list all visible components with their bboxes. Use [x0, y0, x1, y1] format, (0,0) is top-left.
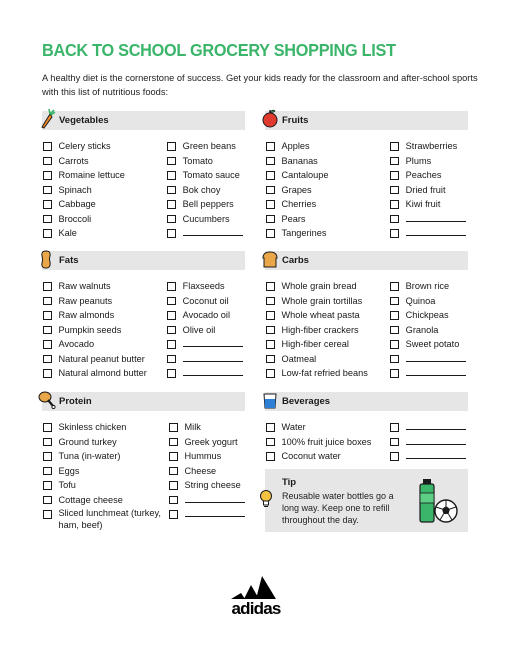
checkbox[interactable]: [167, 326, 176, 335]
item-label: Cottage cheese: [58, 494, 123, 505]
list-item: [389, 183, 468, 198]
section-label: Fats: [59, 255, 79, 266]
list-item: [389, 366, 468, 381]
item-label: Whole grain bread: [281, 281, 357, 291]
item-label: Olive oil: [182, 324, 216, 335]
section-fats: [42, 251, 245, 381]
list-item: [166, 323, 245, 338]
checkbox[interactable]: [43, 340, 52, 349]
checkbox[interactable]: [167, 297, 176, 306]
checkbox[interactable]: [43, 369, 52, 378]
list-item: [168, 435, 245, 450]
checkbox[interactable]: [390, 340, 399, 349]
list-item: [42, 366, 166, 381]
checkbox[interactable]: [43, 467, 52, 476]
checkbox[interactable]: [266, 157, 275, 166]
checkbox[interactable]: [266, 142, 275, 151]
item-label: 100% fruit juice boxes: [281, 436, 372, 447]
blank-write-in-line[interactable]: [185, 493, 245, 503]
tip-box: [265, 469, 468, 532]
item-label: Greek yogurt: [184, 436, 238, 447]
adidas-three-stripes-icon: [228, 573, 284, 599]
water-glass-icon: [260, 389, 280, 411]
blank-write-in-line[interactable]: [406, 420, 466, 430]
checkbox[interactable]: [167, 282, 176, 291]
checkbox[interactable]: [169, 438, 178, 447]
item-label: Raw peanuts: [58, 295, 113, 306]
list-item: [265, 279, 389, 294]
intro-text: A healthy diet is the cornerstone of success. Get your kids ready for the classroom and after-school sports with this list of nutritious foods:: [42, 73, 478, 97]
list-item: [42, 420, 168, 435]
checkbox[interactable]: [167, 157, 176, 166]
list-item: [166, 279, 245, 294]
checkbox[interactable]: [167, 215, 176, 224]
checkbox[interactable]: [43, 186, 52, 195]
list-item: [42, 168, 166, 183]
list-item: [42, 435, 168, 450]
checkbox[interactable]: [167, 340, 176, 349]
list-item: [42, 478, 168, 493]
checkbox[interactable]: [266, 186, 275, 195]
checkbox[interactable]: [43, 297, 52, 306]
list-item: [166, 139, 245, 154]
list-item: [166, 226, 245, 241]
checkbox[interactable]: [169, 481, 178, 490]
checkbox[interactable]: [43, 215, 52, 224]
blank-write-in-line[interactable]: [183, 366, 243, 376]
item-label: Avocado oil: [182, 310, 231, 320]
checkbox[interactable]: [43, 142, 52, 151]
apple-icon: [260, 108, 280, 130]
item-label: Peaches: [405, 170, 442, 180]
item-label: Chickpeas: [405, 310, 449, 320]
checkbox[interactable]: [390, 171, 399, 180]
section-header: [265, 251, 468, 270]
item-label: Tomato: [182, 155, 213, 166]
list-item: [389, 212, 468, 227]
item-label: Oatmeal: [281, 353, 317, 364]
checkbox[interactable]: [43, 438, 52, 447]
checkbox[interactable]: [390, 215, 399, 224]
list-item: [166, 197, 245, 212]
checkbox[interactable]: [43, 157, 52, 166]
list-item: [389, 337, 468, 352]
checkbox[interactable]: [43, 510, 52, 519]
list-item: [265, 154, 389, 169]
checkbox[interactable]: [266, 171, 275, 180]
list-item: [166, 337, 245, 352]
item-label: High-fiber crackers: [281, 324, 359, 335]
list-item: [389, 154, 468, 169]
item-label: Cantaloupe: [281, 170, 329, 180]
list-item: [166, 183, 245, 198]
list-item: [42, 308, 166, 323]
checkbox[interactable]: [266, 215, 275, 224]
list-item: [42, 449, 168, 464]
item-label: Natural peanut butter: [58, 353, 145, 364]
list-item: [42, 323, 166, 338]
water-bottle-ball-icon: [417, 477, 459, 525]
checkbox[interactable]: [266, 423, 275, 432]
list-item: [42, 139, 166, 154]
checkbox[interactable]: [390, 186, 399, 195]
blank-write-in-line[interactable]: [185, 507, 245, 517]
lightbulb-icon: [259, 489, 273, 509]
item-label: Eggs: [58, 465, 80, 476]
item-label: Low-fat refried beans: [281, 368, 368, 378]
blank-write-in-line[interactable]: [183, 352, 243, 362]
list-item: [166, 168, 245, 183]
list-item: [389, 323, 468, 338]
section-header: [265, 392, 468, 411]
list-item: [389, 449, 468, 464]
adidas-logo: [222, 573, 290, 621]
checkbox[interactable]: [390, 326, 399, 335]
list-item: [389, 294, 468, 309]
list-item: [265, 212, 389, 227]
item-label: Cucumbers: [182, 213, 230, 224]
blank-write-in-line[interactable]: [406, 449, 466, 459]
section-fruits: [265, 111, 468, 241]
blank-write-in-line[interactable]: [406, 366, 466, 376]
checkbox[interactable]: [43, 423, 52, 432]
item-label: Raw almonds: [58, 310, 115, 320]
list-item: [42, 197, 166, 212]
item-label: Bell peppers: [182, 199, 234, 209]
item-label: Hummus: [184, 451, 222, 461]
item-label: Cherries: [281, 199, 317, 209]
list-item: [166, 352, 245, 367]
list-item: [168, 493, 245, 508]
item-label: Green beans: [182, 141, 236, 151]
list-item: [265, 435, 389, 450]
list-item: [389, 197, 468, 212]
checkbox[interactable]: [266, 326, 275, 335]
item-label: Water: [281, 422, 306, 432]
blank-write-in-line[interactable]: [183, 226, 243, 236]
list-item: [389, 308, 468, 323]
checkbox[interactable]: [169, 496, 178, 505]
item-label: Cheese: [184, 465, 217, 476]
item-label: Plums: [405, 155, 432, 166]
item-label: Grapes: [281, 184, 312, 195]
checkbox[interactable]: [167, 142, 176, 151]
item-label: Pears: [281, 213, 306, 224]
checkbox[interactable]: [266, 282, 275, 291]
item-label: Quinoa: [405, 295, 436, 306]
list-item: [389, 352, 468, 367]
checkbox[interactable]: [390, 355, 399, 364]
list-item: [389, 168, 468, 183]
checkbox[interactable]: [390, 369, 399, 378]
section-header: [42, 111, 245, 130]
checkbox[interactable]: [43, 282, 52, 291]
item-label: Milk: [184, 422, 201, 432]
checkbox[interactable]: [167, 229, 176, 238]
list-item: [265, 168, 389, 183]
section-carbs: [265, 251, 468, 381]
item-label: Romaine lettuce: [58, 170, 125, 180]
item-label: Apples: [281, 141, 310, 151]
checkbox[interactable]: [266, 229, 275, 238]
list-item: [42, 226, 166, 241]
item-label: Kiwi fruit: [405, 199, 441, 209]
list-item: [265, 337, 389, 352]
brand-wordmark: adidas: [231, 599, 281, 618]
list-item: [389, 435, 468, 450]
checkbox[interactable]: [266, 369, 275, 378]
section-vegetables: [42, 111, 245, 241]
item-label: Sliced lunchmeat (turkey, ham, beef): [58, 508, 161, 530]
item-label: Natural almond butter: [58, 368, 147, 378]
item-label: Bananas: [281, 155, 318, 166]
list-item: [168, 420, 245, 435]
list-item: [166, 154, 245, 169]
list-item: [42, 183, 166, 198]
checkbox[interactable]: [390, 423, 399, 432]
list-item: [265, 183, 389, 198]
list-item: [168, 464, 245, 479]
checkbox[interactable]: [390, 438, 399, 447]
section-label: Carbs: [282, 255, 309, 266]
list-item: [265, 294, 389, 309]
checkbox[interactable]: [266, 340, 275, 349]
item-label: Spinach: [58, 184, 92, 195]
checkbox[interactable]: [43, 452, 52, 461]
item-label: Cabbage: [58, 199, 96, 209]
item-label: High-fiber cereal: [281, 339, 349, 349]
list-item: [42, 337, 166, 352]
item-label: Coconut water: [281, 451, 341, 461]
section-label: Fruits: [282, 115, 309, 126]
checkbox[interactable]: [169, 510, 178, 519]
list-item: [265, 197, 389, 212]
item-label: Whole wheat pasta: [281, 310, 360, 320]
list-item: [265, 139, 389, 154]
list-item: [265, 366, 389, 381]
page-title: BACK TO SCHOOL GROCERY SHOPPING LIST: [42, 40, 396, 60]
checkbox[interactable]: [266, 452, 275, 461]
item-label: Broccoli: [58, 213, 92, 224]
list-item: [42, 212, 166, 227]
section-label: Protein: [59, 396, 92, 407]
checkbox[interactable]: [390, 282, 399, 291]
item-label: Strawberries: [405, 141, 458, 151]
checkbox[interactable]: [167, 200, 176, 209]
item-label: Raw walnuts: [58, 281, 111, 291]
item-label: Flaxseeds: [182, 281, 225, 291]
checkbox[interactable]: [390, 200, 399, 209]
item-label: Pumpkin seeds: [58, 324, 122, 335]
blank-write-in-line[interactable]: [406, 226, 466, 236]
checkbox[interactable]: [266, 355, 275, 364]
list-item: [389, 279, 468, 294]
section-header: [265, 111, 468, 130]
list-item: [265, 449, 389, 464]
checkbox[interactable]: [167, 355, 176, 364]
item-label: Brown rice: [405, 281, 450, 291]
item-label: Dried fruit: [405, 184, 446, 195]
checkbox[interactable]: [43, 326, 52, 335]
item-label: String cheese: [184, 480, 241, 490]
list-item: [166, 366, 245, 381]
checkbox[interactable]: [169, 467, 178, 476]
item-label: Ground turkey: [58, 436, 117, 447]
list-item: [265, 226, 389, 241]
list-item: [389, 226, 468, 241]
checkbox[interactable]: [43, 496, 52, 505]
item-label: Whole grain tortillas: [281, 295, 363, 306]
list-item: [42, 507, 168, 535]
item-label: Coconut oil: [182, 295, 229, 306]
list-item: [42, 279, 166, 294]
section-protein: [42, 392, 245, 535]
section-label: Vegetables: [59, 115, 109, 126]
checkbox[interactable]: [169, 452, 178, 461]
checkbox[interactable]: [167, 369, 176, 378]
list-item: [166, 212, 245, 227]
item-label: Avocado: [58, 339, 95, 349]
item-label: Tangerines: [281, 228, 327, 238]
list-item: [265, 352, 389, 367]
list-item: [42, 294, 166, 309]
item-label: Bok choy: [182, 184, 221, 195]
blank-write-in-line[interactable]: [406, 212, 466, 222]
item-label: Granola: [405, 324, 439, 335]
checkbox[interactable]: [167, 171, 176, 180]
checkbox[interactable]: [390, 229, 399, 238]
list-item: [166, 308, 245, 323]
list-item: [168, 478, 245, 493]
section-label: Beverages: [282, 396, 331, 407]
item-label: Sweet potato: [405, 339, 460, 349]
list-item: [389, 139, 468, 154]
checkbox[interactable]: [390, 297, 399, 306]
list-item: [42, 154, 166, 169]
checkbox[interactable]: [167, 311, 176, 320]
item-label: Carrots: [58, 155, 89, 166]
checkbox[interactable]: [390, 157, 399, 166]
item-label: Kale: [58, 228, 77, 238]
checkbox[interactable]: [43, 311, 52, 320]
checkbox[interactable]: [43, 200, 52, 209]
checkbox[interactable]: [266, 297, 275, 306]
section-beverages: [265, 392, 468, 464]
checkbox[interactable]: [43, 355, 52, 364]
list-item: [42, 464, 168, 479]
carrot-icon: [37, 108, 57, 130]
list-item: [389, 420, 468, 435]
bread-icon: [260, 248, 280, 270]
list-item: [42, 493, 168, 508]
list-item: [265, 308, 389, 323]
checkbox[interactable]: [266, 200, 275, 209]
section-header: [42, 392, 245, 411]
section-header: [42, 251, 245, 270]
item-label: Skinless chicken: [58, 422, 127, 432]
checkbox[interactable]: [390, 311, 399, 320]
list-item: [42, 352, 166, 367]
drumstick-icon: [37, 389, 57, 411]
tip-text: Reusable water bottles go a long way. Keep one to refill throughout the day.: [282, 491, 394, 525]
list-item: [168, 507, 245, 522]
list-item: [168, 449, 245, 464]
list-item: [265, 323, 389, 338]
checkbox[interactable]: [266, 438, 275, 447]
item-label: Tofu: [58, 480, 76, 490]
checkbox[interactable]: [43, 481, 52, 490]
tip-title: Tip: [282, 477, 297, 488]
checkbox[interactable]: [390, 452, 399, 461]
peanut-icon: [37, 248, 57, 270]
checkbox[interactable]: [169, 423, 178, 432]
item-label: Tuna (in-water): [58, 451, 121, 461]
checkbox[interactable]: [266, 311, 275, 320]
item-label: Celery sticks: [58, 141, 111, 151]
blank-write-in-line[interactable]: [406, 435, 466, 445]
blank-write-in-line[interactable]: [183, 337, 243, 347]
checkbox[interactable]: [43, 229, 52, 238]
checkbox[interactable]: [43, 171, 52, 180]
list-item: [265, 420, 389, 435]
blank-write-in-line[interactable]: [406, 352, 466, 362]
item-label: Tomato sauce: [182, 170, 240, 180]
list-item: [166, 294, 245, 309]
checkbox[interactable]: [390, 142, 399, 151]
checkbox[interactable]: [167, 186, 176, 195]
